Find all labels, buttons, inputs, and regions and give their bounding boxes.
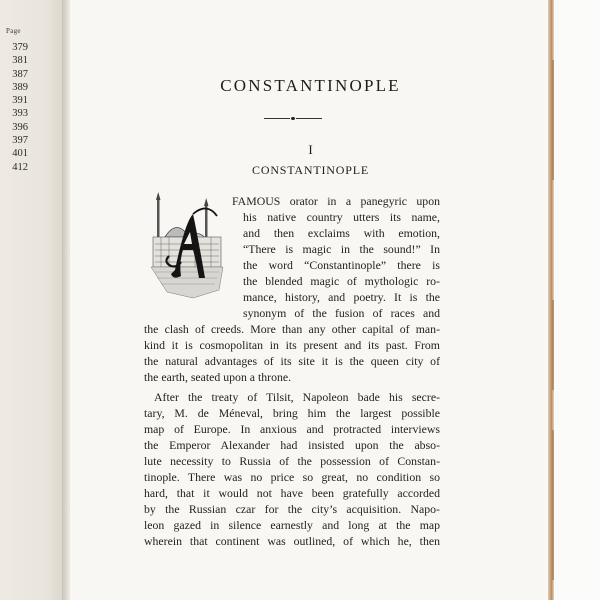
text-line: lute necessity to Russia of the possession of Constan- [144, 454, 440, 468]
text-line: his native country utters its name, [243, 210, 440, 224]
text-line: the Emperor Alexander had insisted upon the abso- [144, 438, 440, 452]
page-title: CONSTANTINOPLE [220, 76, 401, 95]
text-line: by the Russian czar for the city’s acquisition. Napo- [144, 502, 440, 516]
text-line: the word “Constantinople” there is [243, 258, 440, 272]
chapter-title: CONSTANTINOPLE [252, 163, 369, 177]
drop-cap-illustration [147, 192, 227, 302]
text-line: the earth, seated upon a throne. [144, 370, 292, 384]
text-line: FAMOUS orator in a panegyric upon [232, 194, 440, 208]
text-line: hard, that it would not have been gratefully accorded [144, 486, 440, 500]
page-column-label: Page [6, 27, 21, 35]
text-line: and then exclaims with emotion, [243, 226, 440, 240]
chapter-number: I [308, 142, 313, 157]
page-number: 389 [12, 81, 28, 93]
text-line: mance, history, and poetry. It is the [243, 290, 440, 304]
divider-ornament [264, 117, 322, 120]
page-number: 379 [12, 42, 28, 53]
white-backdrop [554, 0, 600, 600]
page-number: 396 [12, 121, 28, 133]
text-line: tinople. There was no price so great, no condition so [144, 470, 440, 484]
left-page [0, 0, 66, 600]
page-number: 387 [12, 68, 28, 80]
text-line: After the treaty of Tilsit, Napoleon bade his secre- [154, 390, 440, 404]
text-line: the blended magic of mythologic ro- [243, 274, 440, 288]
text-line: map of Europe. In anxious and protracted interviews [144, 422, 440, 436]
text-line: the natural advantages of its site it is the queen city of [144, 354, 440, 368]
page-number: 393 [12, 108, 28, 120]
page-number: 391 [12, 95, 28, 107]
page-number: 397 [12, 135, 28, 147]
page-number: 381 [12, 55, 28, 67]
text-line: leon gazed in silence earnestly and long at the map [144, 518, 440, 532]
page-number: 412 [12, 161, 28, 173]
text-line: tary, M. de Méneval, bring him the largest possible [144, 406, 440, 420]
text-line: kind it is cosmopolitan in its present and its past. From [144, 338, 440, 352]
page-number-list [0, 41, 28, 174]
page-number: 401 [12, 148, 28, 160]
mosque-cityscape-illustration [147, 192, 227, 302]
text-line: wherein that continent was outlined, of which he, then [144, 534, 440, 548]
text-line: “There is magic in the sound!” In [243, 242, 440, 256]
text-line: the clash of creeds. More than any other capital of man- [144, 322, 440, 336]
text-line: synonym of the fusion of races and [243, 306, 440, 320]
